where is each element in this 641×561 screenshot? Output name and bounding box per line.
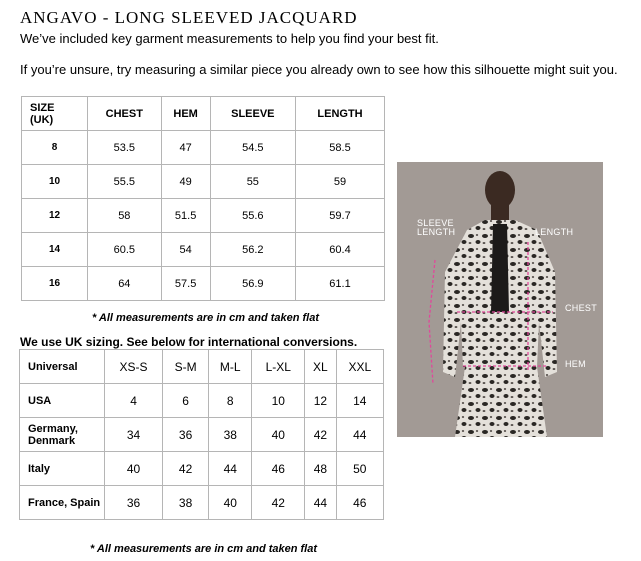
table-cell: 36 [163,418,209,452]
table-cell: 40 [252,418,305,452]
table-cell: M-L [209,350,252,384]
table-cell: 54.5 [210,131,295,165]
table-cell: 50 [336,452,383,486]
table-cell: 12 [22,199,88,233]
table-cell: 10 [22,165,88,199]
chest-header: CHEST [88,97,162,131]
table-cell: L-XL [252,350,305,384]
table-cell: 58 [88,199,162,233]
table-cell: S-M [163,350,209,384]
table-cell: 64 [88,267,162,301]
table-cell: 44 [336,418,383,452]
measurement-note: * All measurements are in cm and taken flat [92,312,320,324]
row-label: Universal [20,350,105,384]
hem-header: HEM [161,97,210,131]
table-cell: 54 [161,233,210,267]
table-row [20,350,384,384]
table-cell: 44 [305,486,336,520]
table-row [22,165,385,199]
table-cell: 42 [305,418,336,452]
table-cell: 61.1 [296,267,385,301]
table-cell: 38 [209,418,252,452]
table-cell: 38 [163,486,209,520]
intro-advice-text: If you’re unsure, try measuring a similar piece you already own to see how this silhouette might suit you. [20,62,618,77]
table-cell: 51.5 [161,199,210,233]
table-cell: 48 [305,452,336,486]
hem-label: HEM [565,359,586,369]
table-row [20,486,384,520]
table-cell: 42 [252,486,305,520]
size-header: SIZE (UK) [22,97,88,131]
table-cell: 44 [209,452,252,486]
table-cell: 55.6 [210,199,295,233]
sizing-subheading: We use UK sizing. See below for international conversions. [20,335,358,349]
length-header: LENGTH [296,97,385,131]
table-cell: XS-S [105,350,163,384]
table-cell: 14 [22,233,88,267]
table-row [22,131,385,165]
intro-text: We’ve included key garment measurements to help you find your best fit. [20,31,439,46]
table-cell: 36 [105,486,163,520]
table-cell: XXL [336,350,383,384]
model-photo [397,162,603,437]
table-cell: 4 [105,384,163,418]
table-row [22,233,385,267]
table-cell: 59 [296,165,385,199]
table-cell: 34 [105,418,163,452]
table-cell: 55.5 [88,165,162,199]
row-label: USA [20,384,105,418]
row-label: Germany, Denmark [20,418,105,452]
measurement-table [21,96,385,301]
table-cell: 42 [163,452,209,486]
table-cell: 57.5 [161,267,210,301]
chest-label: CHEST [565,303,598,313]
table-cell: 46 [336,486,383,520]
table-cell: 46 [252,452,305,486]
table-cell: 55 [210,165,295,199]
table-cell: 53.5 [88,131,162,165]
table-cell: 16 [22,267,88,301]
model-illustration [397,162,603,437]
table-cell: 59.7 [296,199,385,233]
table-row [22,267,385,301]
table-cell: 14 [336,384,383,418]
measurement-note-bottom: * All measurements are in cm and taken flat [90,543,318,555]
table-cell: 60.5 [88,233,162,267]
conversion-table [19,349,384,520]
table-cell: 47 [161,131,210,165]
table-cell: 56.9 [210,267,295,301]
table-cell: 40 [209,486,252,520]
table-row [22,199,385,233]
table-cell: 8 [22,131,88,165]
table-cell: 58.5 [296,131,385,165]
table-header-row [22,97,385,131]
table-cell: 10 [252,384,305,418]
table-row [20,384,384,418]
table-cell: 56.2 [210,233,295,267]
sleeve-length-label: SLEEVE LENGTH [417,218,456,237]
table-cell: 6 [163,384,209,418]
table-cell: XL [305,350,336,384]
table-cell: 8 [209,384,252,418]
row-label: France, Spain [20,486,105,520]
length-label: LENGTH [535,227,574,237]
row-label: Italy [20,452,105,486]
table-cell: 12 [305,384,336,418]
table-row [20,418,384,452]
table-cell: 49 [161,165,210,199]
table-cell: 40 [105,452,163,486]
page-title: ANGAVO - LONG SLEEVED JACQUARD [20,8,358,27]
sleeve-header: SLEEVE [210,97,295,131]
table-row [20,452,384,486]
table-cell: 60.4 [296,233,385,267]
